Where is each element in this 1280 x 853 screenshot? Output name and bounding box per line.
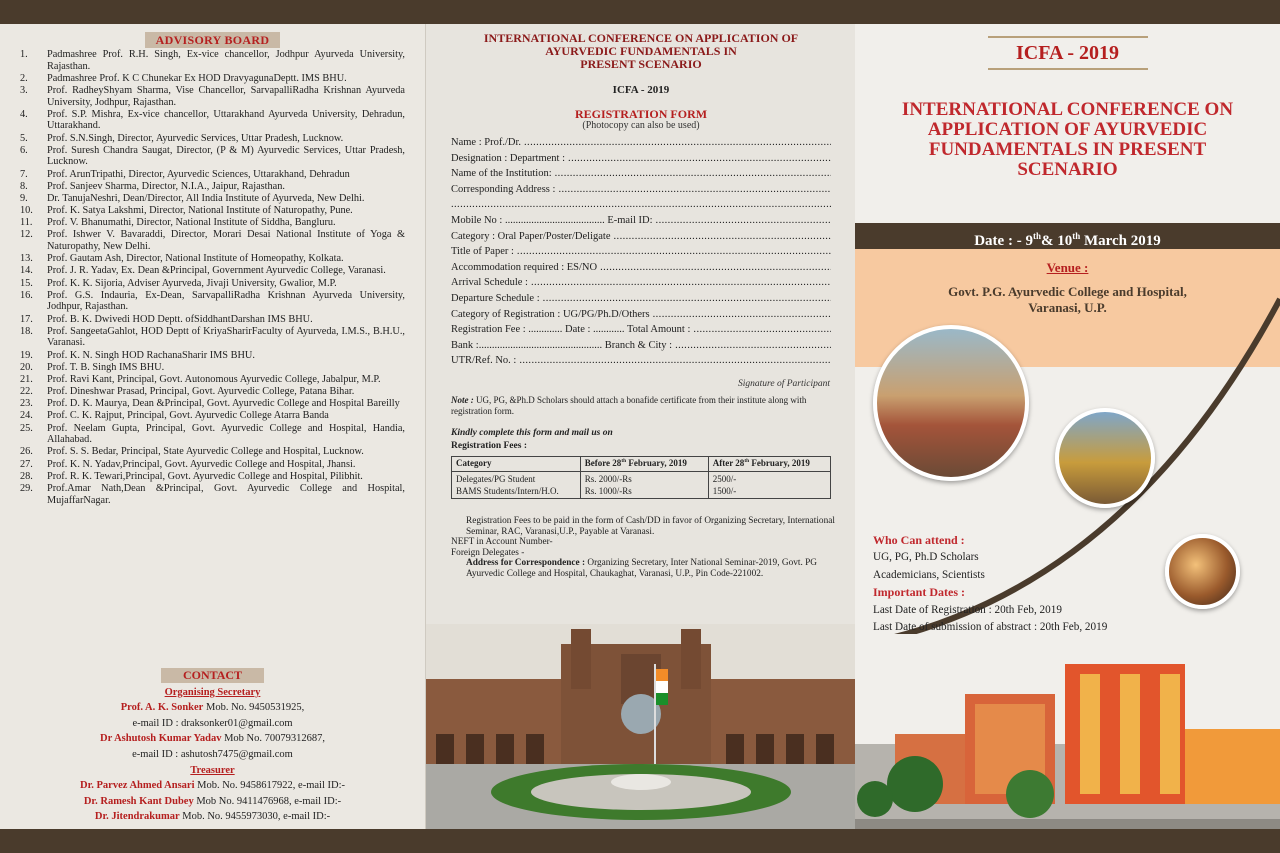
- contact-details: Mob No. 9411476968, e-mail ID:-: [193, 795, 342, 807]
- registration-fees-label: Registration Fees :: [451, 441, 527, 451]
- contact-email[interactable]: e-mail ID : draksonker01@gmail.com: [132, 717, 293, 729]
- advisory-item-number: 2.: [20, 72, 28, 84]
- advisory-item-text: Prof. K. N. Singh HOD RachanaSharir IMS BHU.: [47, 349, 255, 361]
- advisory-item-number: 21.: [20, 373, 33, 385]
- advisory-item-number: 14.: [20, 265, 33, 277]
- advisory-item-text: Padmashree Prof. R.H. Singh, Ex-vice chancellor, Jodhpur Ayurveda University, Rajasthan.: [47, 49, 405, 72]
- fees-cell-category: [452, 472, 581, 499]
- advisory-item-number: 29.: [20, 483, 33, 494]
- advisory-item: [20, 374, 405, 386]
- who-item: UG, PG, Ph.D Scholars: [873, 551, 979, 564]
- date-sup: th: [1032, 231, 1041, 241]
- advisory-item: [20, 410, 405, 422]
- date-sup: th: [1072, 231, 1081, 241]
- advisory-item-text: Prof. Ishwer V. Bavaraddi, Director, Morari Desai National Institute of Yoga & Naturopathy, New Delhi.: [47, 229, 405, 253]
- advisory-item-number: 20.: [20, 361, 33, 373]
- advisory-item-text: Prof. Gautam Ash, Director, National Institute of Homeopathy, Kolkata.: [47, 253, 344, 265]
- registration-icfa: ICFA - 2019: [612, 84, 670, 96]
- header-line: AYURVEDIC FUNDAMENTALS IN: [545, 44, 737, 58]
- venue-line: Govt. P.G. Ayurvedic College and Hospital,: [948, 284, 1187, 299]
- fees-header-after: After 28th February, 2019: [708, 457, 830, 472]
- temple-photo: [1055, 408, 1155, 508]
- advisory-item: [20, 386, 405, 398]
- advisory-item: [20, 109, 405, 132]
- advisory-item-number: 22.: [20, 386, 33, 398]
- advisory-item-text: Prof. T. B. Singh IMS BHU.: [47, 361, 165, 373]
- form-field[interactable]: Bank :............................................... Branch & City : .....: [451, 338, 831, 354]
- advisory-item-text: Prof. J. R. Yadav, Ex. Dean &Principal, Government Ayurvedic College, Varanasi.: [47, 265, 386, 277]
- advisory-item-number: 17.: [20, 313, 33, 325]
- note-label: Note :: [451, 395, 474, 405]
- advisory-item-text: Prof. Suresh Chandra Saugat, Director, (P & M) Ayurvedic Services, Uttar Pradesh, Lucknow.: [47, 144, 405, 168]
- header-line: PRESENT SCENARIO: [580, 57, 702, 71]
- contact-sonker: [0, 700, 425, 716]
- advisory-item: [20, 193, 405, 205]
- advisory-item-number: 8.: [20, 180, 28, 192]
- advisory-item-text: Prof.Amar Nath,Dean &Principal, Govt. Ayurvedic College and Hospital, MujaffarNagar.: [47, 483, 405, 506]
- advisory-item-text: Prof. V. Bhanumathi, Director, National Institute of Siddha, Bangluru.: [47, 217, 336, 229]
- advisory-item: [20, 290, 405, 313]
- advisory-item-number: 27.: [20, 458, 33, 470]
- date-text: Date : - 9: [974, 233, 1033, 249]
- contact-section: [0, 668, 425, 825]
- advisory-title: ADVISORY BOARD: [145, 32, 280, 48]
- advisory-item-number: 19.: [20, 349, 33, 361]
- advisory-item-text: Prof. Dineshwar Prasad, Principal, Govt. Ayurvedic College, Patana Bihar.: [47, 386, 355, 398]
- form-field[interactable]: Arrival Schedule : .....: [451, 275, 831, 291]
- contact-name: Dr. Ramesh Kant Dubey: [83, 795, 194, 807]
- fees-header-category: Category: [452, 457, 581, 472]
- who-item: Academicians, Scientists: [873, 568, 985, 581]
- advisory-item-text: Prof. S.N.Singh, Director, Ayurvedic Services, Uttar Pradesh, Lucknow.: [47, 132, 344, 144]
- icfa-badge: [855, 36, 1280, 70]
- date-item: Last Date of submission of abstract : 20th Feb, 2019: [873, 621, 1108, 634]
- advisory-item-number: 13.: [20, 253, 33, 265]
- advisory-item-text: Prof. C. K. Rajput, Principal, Govt. Ayurvedic College Atarra Banda: [47, 410, 329, 422]
- form-field[interactable]: Title of Paper : .....: [451, 244, 831, 260]
- note: [451, 395, 833, 417]
- contact-details: Mob. No. 9455973030, e-mail ID:-: [179, 811, 331, 823]
- advisory-item-number: 15.: [20, 277, 33, 289]
- advisory-item-number: 25.: [20, 422, 33, 434]
- advisory-item: [20, 362, 405, 374]
- fees-category: Delegates/PG Student: [456, 474, 536, 484]
- top-border: [0, 0, 1280, 24]
- form-field[interactable]: Accommodation required : ES/NO .....: [451, 260, 831, 276]
- important-dates-label: Important Dates :: [873, 585, 965, 600]
- payment-info: [451, 516, 836, 580]
- advisory-item: [20, 398, 405, 410]
- form-field[interactable]: UTR/Ref. No. : .....: [451, 353, 831, 369]
- ghat-photo: [873, 325, 1029, 481]
- advisory-item-text: Prof. G.S. Indauria, Ex-Dean, SarvapalliRadha Krishnan Ayurveda University, Jodhpur, Rajasthan.: [47, 289, 405, 313]
- registration-fields: [451, 135, 831, 369]
- contact-name: Dr. Parvez Ahmed Ansari: [79, 780, 195, 792]
- aarti-photo: [1165, 534, 1240, 609]
- contact-details: Mob. No. 9458617922, e-mail ID:-: [194, 780, 345, 792]
- college-building-photo: [426, 624, 855, 829]
- contact-yadav: [0, 731, 425, 747]
- fees-after: 1500/-: [712, 486, 737, 496]
- registration-form-subtitle: (Photocopy can also be used): [582, 120, 700, 131]
- conference-title: INTERNATIONAL CONFERENCE ON APPLICATION OF AYURVEDIC FUNDAMENTALS IN PRESENT SCENARIO: [901, 99, 1234, 180]
- advisory-item: [20, 217, 405, 229]
- venue-line: Varanasi, U.P.: [1028, 300, 1107, 315]
- advisory-item-text: Dr. TanujaNeshri, Dean/Director, All India Institute of Ayurveda, New Delhi.: [47, 192, 365, 204]
- venue-label: Venue :: [1046, 260, 1089, 275]
- advisory-item: [20, 133, 405, 145]
- fees-cell-after: [708, 472, 830, 499]
- advisory-item: [20, 278, 405, 290]
- advisory-item-number: 7.: [20, 168, 28, 180]
- advisory-item-text: Prof. D. K. Maurya, Dean &Principal, Govt. Ayurvedic College and Hospital Bareilly: [47, 398, 400, 410]
- icfa-title: ICFA - 2019: [1016, 42, 1119, 64]
- advisory-item-text: Prof. ArunTripathi, Director, Ayurvedic Sciences, Uttarakhand, Dehradun: [47, 168, 350, 180]
- advisory-item-number: 4.: [20, 108, 28, 120]
- divider: [988, 68, 1148, 70]
- advisory-panel: [0, 24, 425, 829]
- contact-jitendra: [0, 809, 425, 825]
- fees-before: Rs. 1000/-Rs: [584, 486, 632, 496]
- advisory-item: [20, 459, 405, 471]
- address-label: Address for Correspondence :: [466, 558, 586, 569]
- contact-mobile: Mob. No. 9450531925,: [203, 702, 305, 714]
- contact-email[interactable]: e-mail ID : ashutosh7475@gmail.com: [132, 748, 293, 760]
- advisory-item: [20, 181, 405, 193]
- signature-label: Signature of Participant: [737, 379, 830, 389]
- contact-ansari: [0, 778, 425, 794]
- advisory-item-text: Prof. B. K. Dwivedi HOD Deptt. ofSiddhantDarshan IMS BHU.: [47, 313, 313, 325]
- advisory-item-text: Prof. Ravi Kant, Principal, Govt. Autonomous Ayurvedic College, Jabalpur, M.P.: [47, 373, 381, 385]
- kindly-text: Kindly complete this form and mail us on: [451, 428, 613, 438]
- registration-panel: [425, 24, 855, 829]
- advisory-list: [20, 49, 405, 507]
- advisory-item-text: Prof. K. Satya Lakshmi, Director, National Institute of Naturopathy, Pune.: [47, 205, 353, 217]
- contact-name: Dr Ashutosh Kumar Yadav: [99, 733, 222, 745]
- note-text: UG, PG, &Ph.D Scholars should attach a bonafide certificate from their institute along with registration form.: [451, 395, 807, 416]
- advisory-item: [20, 73, 405, 85]
- fees-row: [452, 472, 831, 499]
- advisory-item: [20, 350, 405, 362]
- fees-table-header: [452, 457, 831, 472]
- advisory-item-text: Prof. K. K. Sijoria, Adviser Ayurveda, Jivaji University, Gwalior, M.P.: [47, 277, 337, 289]
- date-bar: [855, 223, 1280, 249]
- fees-before: Rs. 2000/-Rs: [584, 474, 632, 484]
- advisory-item-number: 10.: [20, 205, 33, 217]
- advisory-item: [20, 326, 405, 349]
- advisory-item-text: Prof. Sanjeev Sharma, Director, N.I.A., Jaipur, Rajasthan.: [47, 180, 285, 192]
- advisory-item: [20, 253, 405, 265]
- registration-form-title: REGISTRATION FORM: [574, 107, 708, 121]
- contact-title: CONTACT: [161, 668, 264, 683]
- advisory-item-text: Prof. Neelam Gupta, Principal, Govt. Ayurvedic College and Hospital, Handia, Allahabad.: [47, 422, 405, 446]
- advisory-item-number: 28.: [20, 470, 33, 482]
- advisory-item: [20, 145, 405, 168]
- advisory-item-number: 24.: [20, 410, 33, 422]
- address-text: Organizing Secretary, Inter National Seminar-2019, Govt. PG Ayurvedic College and Hospital, Chaukaghat, Varanasi, U.P., Pin Code-221002.: [466, 558, 817, 579]
- form-field[interactable]: Mobile No : ...................................... E-mail ID: .....: [451, 213, 831, 229]
- advisory-item-text: Prof. R. K. Tewari,Principal, Govt. Ayurvedic College and Hospital, Pilibhit.: [47, 470, 363, 482]
- fees-after: 2500/-: [712, 474, 737, 484]
- header-line: INTERNATIONAL CONFERENCE ON APPLICATION OF: [483, 31, 799, 45]
- fees-cell-before: [580, 472, 708, 499]
- advisory-item-text: Prof. SangeetaGahlot, HOD Deptt of KriyaSharirFaculty of Ayurveda, I.M.S., B.H.U., Varanasi.: [47, 325, 405, 349]
- form-field[interactable]: [451, 197, 831, 213]
- advisory-item: [20, 483, 405, 506]
- venue-address: [855, 284, 1280, 316]
- advisory-item-number: 12.: [20, 229, 33, 241]
- contact-mobile: Mob No. 70079312687,: [221, 733, 325, 745]
- treasurer-label: Treasurer: [190, 764, 235, 776]
- form-field[interactable]: Departure Schedule : .....: [451, 291, 831, 307]
- advisory-item: [20, 423, 405, 446]
- cover-panel: [855, 24, 1280, 829]
- advisory-item-number: 18.: [20, 325, 33, 337]
- college-hospital-photo: [855, 634, 1280, 829]
- bottom-border: [0, 829, 1280, 853]
- advisory-item-number: 9.: [20, 192, 28, 204]
- date-text: March 2019: [1080, 233, 1161, 249]
- advisory-item: [20, 471, 405, 483]
- advisory-item: [20, 229, 405, 252]
- fees-table: [451, 456, 831, 499]
- organising-secretary-label: Organising Secretary: [164, 686, 261, 698]
- contact-name: Prof. A. K. Sonker: [120, 702, 204, 714]
- fees-category: BAMS Students/Intern/H.O.: [456, 486, 559, 496]
- advisory-item-number: 16.: [20, 289, 33, 301]
- contact-name: Dr. Jitendrakumar: [94, 811, 180, 823]
- advisory-item-text: Prof. S. S. Bedar, Principal, State Ayurvedic College and Hospital, Lucknow.: [47, 446, 364, 458]
- advisory-item-text: Padmashree Prof. K C Chunekar Ex HOD DravyagunaDeptt. IMS BHU.: [47, 72, 347, 84]
- address: [451, 558, 836, 579]
- contact-dubey: [0, 794, 425, 810]
- advisory-item-text: Prof. S.P. Mishra, Ex-vice chancellor, Uttarakhand Ayurveda University, Dehradun, Uttarakhand.: [47, 108, 405, 132]
- registration-header: [426, 32, 855, 71]
- date-text: & 10: [1040, 233, 1073, 249]
- advisory-item-number: 5.: [20, 132, 28, 144]
- advisory-item: [20, 49, 405, 72]
- fees-header-before: Before 28th February, 2019: [580, 457, 708, 472]
- advisory-item-number: 11.: [20, 217, 33, 229]
- date-item: Last Date of Registration : 20th Feb, 2019: [873, 603, 1062, 616]
- form-field[interactable]: Registration Fee : ............. Date : ............ Total Amount : .....: [451, 322, 831, 338]
- advisory-item: [20, 169, 405, 181]
- form-field[interactable]: Corresponding Address : .....: [451, 182, 831, 198]
- advisory-item: [20, 205, 405, 217]
- who-label: Who Can attend :: [873, 533, 965, 547]
- foreign-text: Foreign Delegates -: [451, 547, 525, 558]
- advisory-item-number: 3.: [20, 84, 28, 96]
- advisory-item-text: Prof. K. N. Yadav,Principal, Govt. Ayurvedic College and Hospital, Jhansi.: [47, 458, 356, 470]
- form-field[interactable]: Name of the Institution: .....: [451, 166, 831, 182]
- advisory-item-text: Prof. RadheyShyam Sharma, Vise Chancellor, SarvapalliRadha Krishnan Ayurveda University, Jodhpur, Rajasthan.: [47, 84, 405, 108]
- form-field[interactable]: Category : Oral Paper/Poster/Deligate .....: [451, 229, 831, 245]
- advisory-item-number: 6.: [20, 144, 28, 156]
- advisory-item: [20, 314, 405, 326]
- form-field[interactable]: Name : Prof./Dr. .....: [451, 135, 831, 151]
- who-can-attend: [873, 532, 1107, 636]
- advisory-item-number: 23.: [20, 398, 33, 410]
- payment-text: Registration Fees to be paid in the form of Cash/DD in favor of Organizing Secretary, International Seminar, RAC, Varanasi,U.P., Payable at Varanasi.: [466, 516, 835, 537]
- advisory-item: [20, 446, 405, 458]
- advisory-item: [20, 265, 405, 277]
- advisory-item: [20, 85, 405, 108]
- form-field[interactable]: Category of Registration : UG/PG/Ph.D/Others .....: [451, 307, 831, 323]
- advisory-item-number: 26.: [20, 446, 33, 458]
- form-field[interactable]: Designation : Department : .....: [451, 151, 831, 167]
- advisory-item-number: 1.: [20, 49, 28, 60]
- neft-text: NEFT in Account Number-: [451, 537, 553, 548]
